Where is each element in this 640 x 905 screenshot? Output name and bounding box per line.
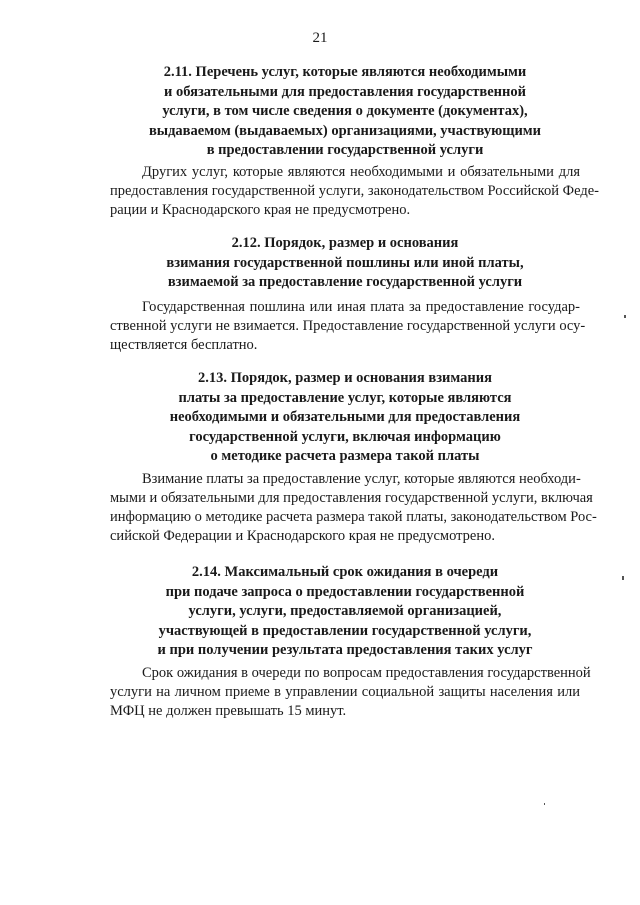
scan-mark (622, 576, 624, 580)
heading-line: услуги, услуги, предоставляемой организацией, (188, 603, 502, 619)
section-2-13-heading (110, 369, 580, 467)
body-line: предоставления государственной услуги, законодательством Российской Феде- (110, 183, 599, 199)
heading-line: взимаемой за предоставление государственной услуги (167, 274, 523, 290)
section-2-11-body (110, 163, 599, 220)
body-line: информацию о методике расчета размера такой платы, законодательством Рос- (110, 509, 597, 525)
section-2-12-body (110, 298, 586, 355)
page-number: 21 (312, 30, 328, 46)
heading-line: о методике расчета размера такой платы (210, 448, 480, 464)
body-line: Срок ожидания в очереди по вопросам предоставления государственной (142, 665, 591, 681)
section-2-11-heading (110, 63, 580, 161)
heading-line: взимания государственной пошлины или иной платы, (166, 254, 524, 271)
section-2-12-heading (110, 234, 580, 293)
body-line: Взимание платы за предоставление услуг, которые являются необходи- (142, 471, 581, 487)
body-line: МФЦ не должен превышать 15 минут. (110, 703, 347, 719)
heading-line: платы за предоставление услуг, которые являются (178, 389, 512, 406)
heading-line: услуги, в том числе сведения о документе (документах), (162, 103, 528, 119)
heading-line: и обязательными для предоставления государственной (164, 83, 526, 100)
heading-line: в предоставлении государственной услуги (206, 142, 484, 158)
body-line: Других услуг, которые являются необходимыми и обязательными для (142, 164, 580, 180)
body-line: мыми и обязательными для предоставления государственной услуги, включая (110, 490, 593, 506)
scan-mark (624, 315, 626, 318)
body-line: сийской Федерации и Краснодарского края не предусмотрено. (110, 528, 495, 544)
heading-line: и при получении результата предоставления таких услуг (157, 642, 533, 658)
heading-line: при подаче запроса о предоставлении государственной (165, 583, 525, 600)
section-2-13-body (110, 470, 597, 546)
heading-line: 2.11. Перечень услуг, которые являются необходимыми (163, 64, 527, 80)
body-line: услуги на личном приеме в управлении социальной защиты населения или (110, 684, 580, 700)
heading-line: государственной услуги, включая информацию (189, 428, 501, 445)
body-line: ществляется бесплатно. (110, 337, 258, 353)
body-line: ственной услуги не взимается. Предоставление государственной услуги осу- (110, 318, 586, 334)
heading-line: 2.12. Порядок, размер и основания (231, 235, 459, 251)
scan-mark (544, 803, 545, 805)
heading-line: 2.13. Порядок, размер и основания взимания (198, 370, 492, 386)
section-2-14-heading (110, 563, 580, 661)
section-2-14-body (110, 664, 591, 721)
heading-line: выдаваемом (выдаваемых) организациями, участвующими (148, 122, 542, 139)
heading-line: 2.14. Максимальный срок ожидания в очереди (191, 564, 499, 580)
heading-line: участвующей в предоставлении государственной услуги, (158, 622, 532, 639)
heading-line: необходимыми и обязательными для предоставления (169, 409, 521, 425)
body-line: Государственная пошлина или иная плата за предоставление государ- (142, 299, 580, 315)
body-line: рации и Краснодарского края не предусмотрено. (110, 202, 411, 218)
